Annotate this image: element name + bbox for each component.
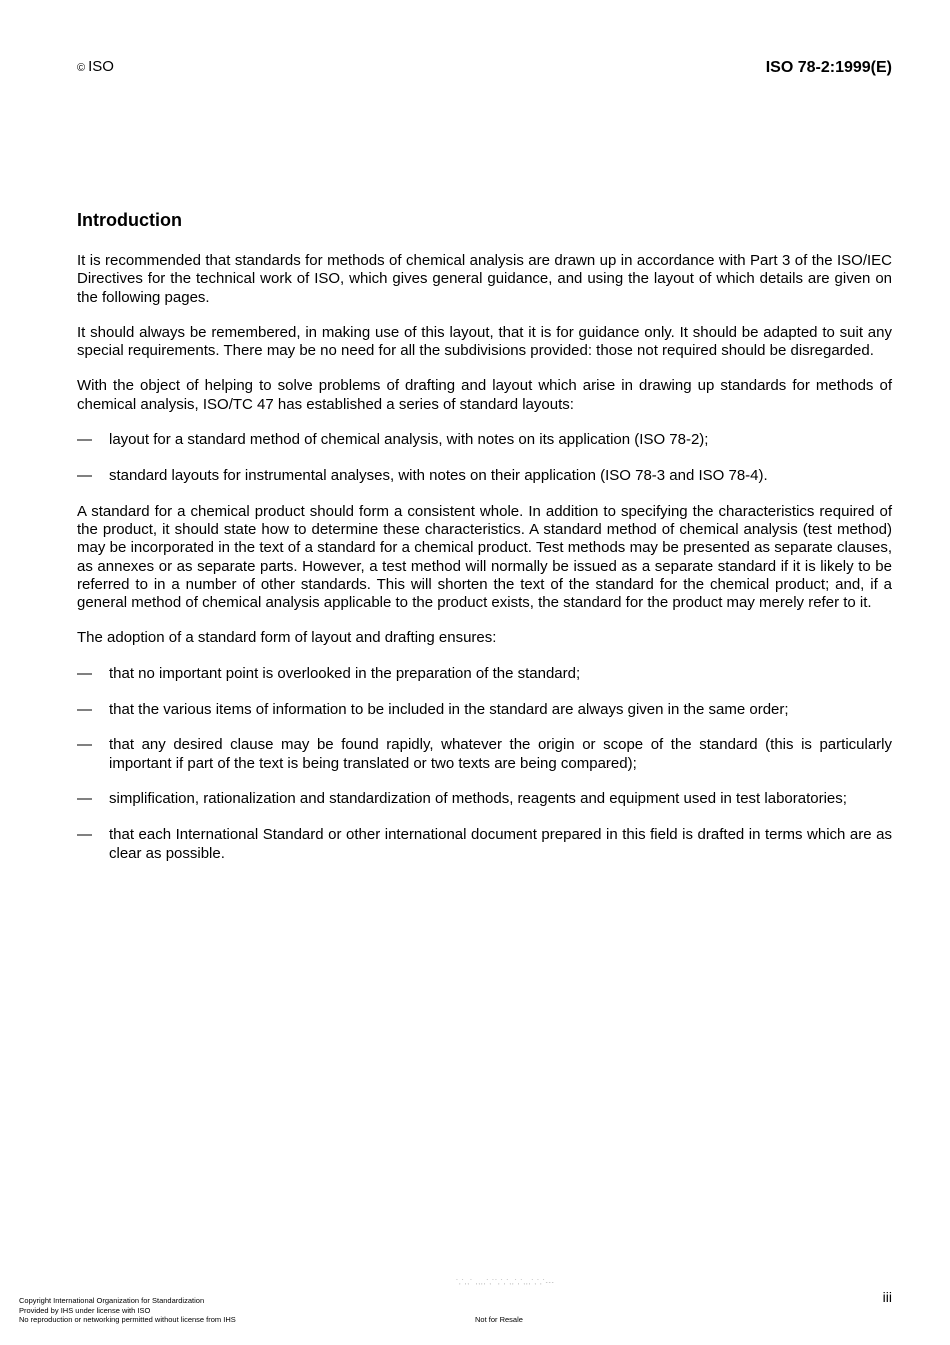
paragraph-5: The adoption of a standard form of layout and drafting ensures: xyxy=(77,629,497,647)
copyright-symbol: © xyxy=(77,62,86,74)
paragraph-1: It is recommended that standards for methods of chemical analysis are drawn up in accordance with Part 3 of the ISO/IEC Directives for the technical work of ISO, which gives general guidance, and using the layout of which details are given on the following pages. xyxy=(77,252,892,306)
paragraph-3: With the object of helping to solve problems of drafting and layout which arise in drawing up standards for methods of chemical analysis, ISO/TC 47 has established a series of standard layouts: xyxy=(77,377,892,413)
document-id: ISO 78-2:1999(E) xyxy=(765,59,892,76)
list-item xyxy=(77,701,892,719)
footer-copyright-notice xyxy=(19,1296,236,1325)
page-title: Introduction xyxy=(77,210,182,230)
dash-bullet: — xyxy=(77,736,92,754)
header-copyright xyxy=(77,58,114,75)
introduction-section xyxy=(77,208,892,880)
footer-marks: `,`,,` ,,,,`,``,`,`,,`,`,,,`,`,`--- xyxy=(456,1280,555,1286)
footer-line-1: Copyright International Organization for Standardization xyxy=(19,1296,205,1305)
dash-bullet: — xyxy=(77,790,92,808)
paragraph-2: It should always be remembered, in making use of this layout, that it is for guidance only. It should be adapted to suit any special requirements. There may be no need for all the subdivisions provided: those not required should be disregarded. xyxy=(77,323,892,360)
list-item-text: layout for a standard method of chemical analysis, with notes on its application (ISO 78-2); xyxy=(109,431,709,449)
list-item-text: simplification, rationalization and standardization of methods, reagents and equipment used in test laboratories; xyxy=(109,790,847,808)
list-item xyxy=(77,826,892,863)
list-item xyxy=(77,431,892,449)
footer-line-2: Provided by IHS under license with ISO xyxy=(19,1305,151,1315)
list-item-text: that no important point is overlooked in the preparation of the standard; xyxy=(109,664,581,682)
paragraph-4: A standard for a chemical product should form a consistent whole. In addition to specifying the characteristics required of the product, it should state how to determine these characteristics. A standard method of chemical analysis (test method) may be incorporated in the text of a standard for a chemical product. Test methods may be presented as separate clauses, as annexes or as separate parts. However, a test method will normally be issued as a separate standard if it is likely to be referred to in a number of other standards. This will shorten the text of the standard for the chemical product; and, if a general method of chemical analysis applicable to the product exists, the standard for the product may merely refer to it. xyxy=(77,502,892,612)
footer-line-3: No reproduction or networking permitted without license from IHS xyxy=(19,1315,236,1324)
page-number: iii xyxy=(882,1289,892,1305)
dash-bullet: — xyxy=(77,664,92,682)
list-item-text: that the various items of information to be included in the standard are always given in the same order; xyxy=(109,700,789,718)
list-item-text: standard layouts for instrumental analyses, with notes on their application (ISO 78-3 and ISO 78-4). xyxy=(109,466,768,484)
list-item xyxy=(77,467,892,485)
list-item xyxy=(77,665,892,683)
dash-bullet: — xyxy=(77,431,92,449)
dash-bullet: — xyxy=(77,826,92,844)
dash-bullet: — xyxy=(77,466,92,484)
list-item xyxy=(77,736,892,773)
header-org: ISO xyxy=(88,58,114,75)
dash-bullet: — xyxy=(77,700,92,718)
list-item xyxy=(77,790,892,808)
list-item-text: that any desired clause may be found rapidly, whatever the origin or scope of the standard (this is particularly important if part of the text is being translated or two texts are being compared); xyxy=(109,736,892,772)
list-item-text: that each International Standard or other international document prepared in this field is drafted in terms which are as clear as possible. xyxy=(109,826,892,862)
not-for-resale: Not for Resale xyxy=(475,1315,523,1324)
